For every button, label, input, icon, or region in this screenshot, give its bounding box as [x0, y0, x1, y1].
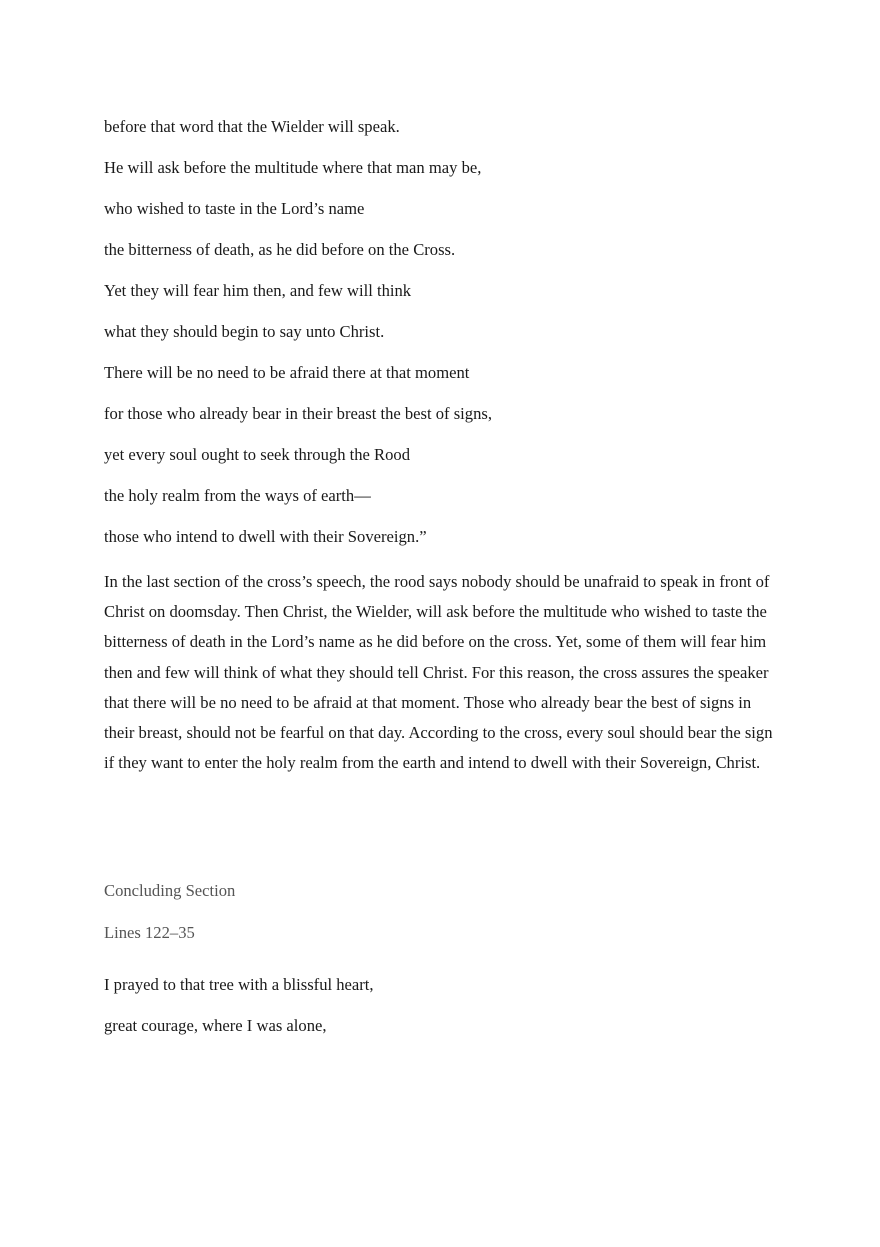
verse-line: the bitterness of death, as he did before on the Cross. [104, 240, 456, 259]
verse-line: those who intend to dwell with their Sovereign.” [104, 527, 427, 546]
verse-line: what they should begin to say unto Christ. [104, 322, 385, 341]
verse-line: who wished to taste in the Lord’s name [104, 199, 365, 218]
verse-line: yet every soul ought to seek through the Rood [104, 445, 411, 464]
section-lines-label: Lines 122–35 [104, 923, 195, 942]
commentary-paragraph: In the last section of the cross’s speech, the rood says nobody should be unafraid to speak in front of Christ on doomsday. Then Christ, the Wielder, will ask before the multitude who wished to taste the bitterness of death in the Lord’s name as he did before on the cross. Yet, some of them will fear him then and few will think of what they should tell Christ. For this reason, the cross assures the speaker that there will be no need to be afraid at that moment. Those who already bear the best of signs in their breast, should not be fearful on that day. According to the cross, every soul should bear the sign if they want to enter the holy realm from the earth and intend to dwell with their Sovereign, Christ. [104, 572, 773, 773]
verse-line: the holy realm from the ways of earth— [104, 486, 371, 505]
verse-line: Yet they will fear him then, and few will think [104, 281, 412, 300]
verse-line: for those who already bear in their breast the best of signs, [104, 404, 492, 423]
verse-line: I prayed to that tree with a blissful heart, [104, 975, 374, 994]
section-title: Concluding Section [104, 881, 236, 900]
verse-line: He will ask before the multitude where that man may be, [104, 158, 482, 177]
verse-line: There will be no need to be afraid there at that moment [104, 363, 470, 382]
verse-line: before that word that the Wielder will speak. [104, 117, 400, 136]
verse-line: great courage, where I was alone, [104, 1016, 327, 1035]
